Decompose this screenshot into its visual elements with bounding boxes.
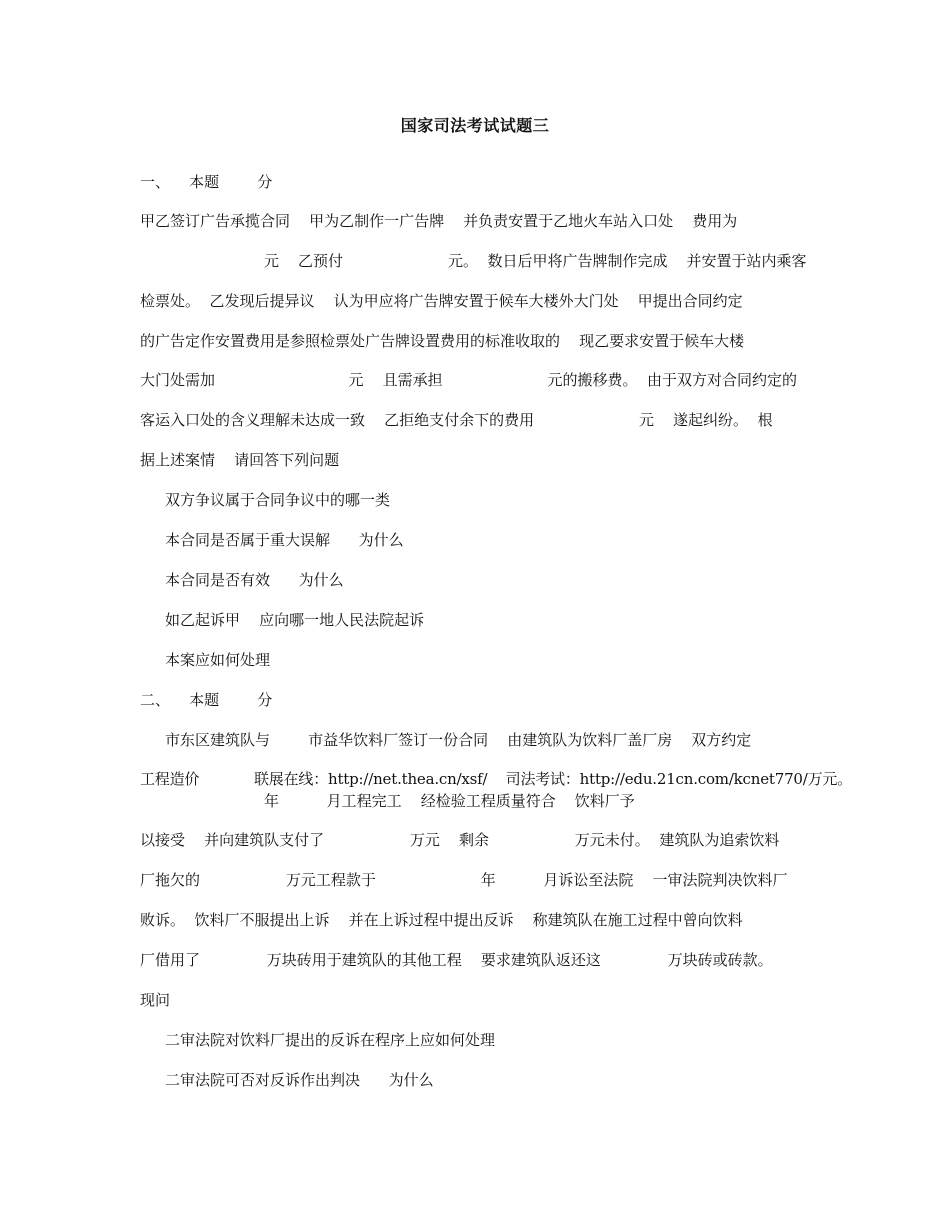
- section1-question-3: 本合同是否有效 为什么: [165, 571, 344, 589]
- section1-paragraph-line-7: 据上述案情 请回答下列问题: [140, 451, 340, 469]
- section1-question-2: 本合同是否属于重大误解 为什么: [165, 531, 404, 549]
- section2-paragraph-line-7: 厂借用了 万块砖用于建筑队的其他工程 要求建筑队返还这 万块砖或砖款。: [140, 951, 773, 969]
- section1-paragraph-line-6: 客运入口处的含义理解未达成一致 乙拒绝支付余下的费用 元 遂起纠纷。 根: [140, 411, 773, 429]
- section1-paragraph-line-5: 大门处需加 元 且需承担 元的搬移费。 由于双方对合同约定的: [140, 371, 798, 389]
- section1-paragraph-line-4: 的广告定作安置费用是参照检票处广告牌设置费用的标准收取的 现乙要求安置于候车大楼: [140, 332, 745, 350]
- section2-paragraph-line-3: 年 月工程完工 经检验工程质量符合 饮料厂予: [140, 792, 635, 810]
- section1-question-5: 本案应如何处理: [165, 651, 271, 669]
- document-title: 国家司法考试试题三: [400, 116, 550, 135]
- section2-question-2: 二审法院可否对反诉作出判决 为什么: [165, 1071, 434, 1089]
- section1-question-1: 双方争议属于合同争议中的哪一类: [165, 491, 391, 509]
- section1-paragraph-line-1: 甲乙签订广告承揽合同 甲为乙制作一广告牌 并负责安置于乙地火车站入口处 费用为: [140, 212, 738, 230]
- section1-question-4: 如乙起诉甲 应向哪一地人民法院起诉: [165, 611, 425, 629]
- section2-paragraph-line-1: 市东区建筑队与 市益华饮料厂签订一份合同 由建筑队为饮料厂盖厂房 双方约定: [165, 731, 752, 749]
- section2-paragraph-line-8: 现问: [140, 991, 171, 1009]
- section2-question-1: 二审法院对饮料厂提出的反诉在程序上应如何处理: [165, 1031, 496, 1049]
- section2-paragraph-line-2: 工程造价 联展在线：http://net.thea.cn/xsf/ 司法考试：http://edu.21cn.com/kcnet770/万元。: [140, 770, 853, 788]
- section2-heading: 二、 本题 分: [140, 691, 273, 709]
- section1-paragraph-line-2: 元 乙预付 元。 数日后甲将广告牌制作完成 并安置于站内乘客: [140, 252, 807, 270]
- section2-paragraph-line-4: 以接受 并向建筑队支付了 万元 剩余 万元未付。 建筑队为追索饮料: [140, 831, 780, 849]
- section2-paragraph-line-6: 败诉。 饮料厂不服提出上诉 并在上诉过程中提出反诉 称建筑队在施工过程中曾向饮料: [140, 911, 743, 929]
- section1-paragraph-line-3: 检票处。 乙发现后提异议 认为甲应将广告牌安置于候车大楼外大门处 甲提出合同约定: [140, 292, 743, 310]
- section1-heading: 一、 本题 分: [140, 173, 273, 191]
- section2-paragraph-line-5: 厂拖欠的 万元工程款于 年 月诉讼至法院 一审法院判决饮料厂: [140, 871, 788, 889]
